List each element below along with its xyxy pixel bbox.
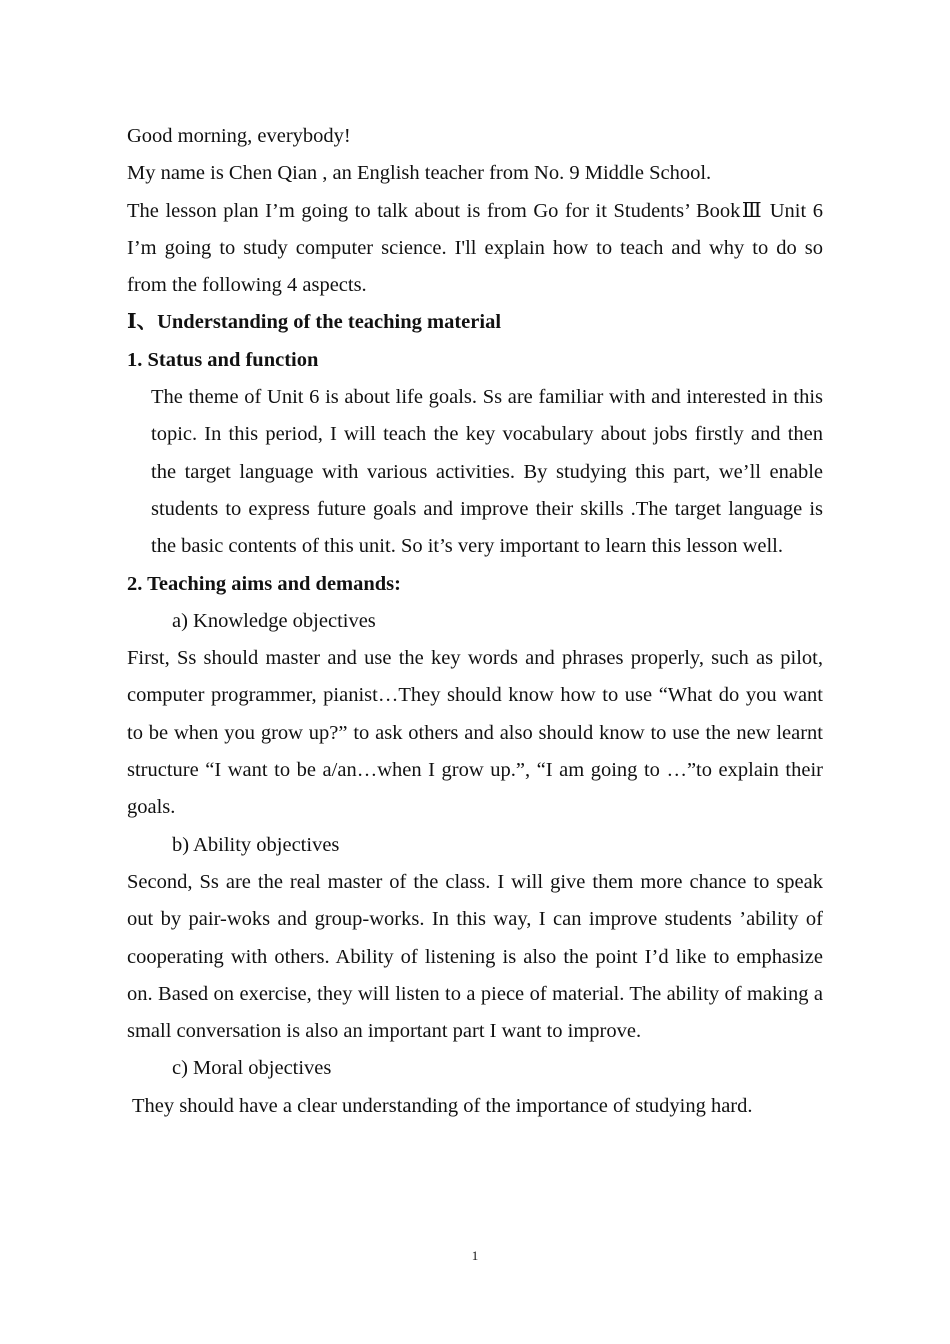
subheading-teaching-aims: 2. Teaching aims and demands: bbox=[127, 572, 401, 595]
status-function-paragraph: The theme of Unit 6 is about life goals. Ss are familiar with and interested in this topic. In this period, I will teach the key vocabulary about jobs firstly and then the target language with various activities. By studying this part, we’ll enable students to express future goals and improve their skills .The target language is the basic contents of this unit. So it’s very important to learn this lesson well. bbox=[151, 386, 823, 558]
moral-objectives-paragraph: They should have a clear understanding of the importance of studying hard. bbox=[132, 1094, 753, 1117]
section-heading-teaching-material: Ⅰ、Understanding of the teaching material bbox=[127, 311, 502, 334]
document-body bbox=[127, 118, 823, 1125]
lesson-plan-paragraph: The lesson plan I’m going to talk about is from Go for it Students’ BookⅢ Unit 6 I’m going to study computer science. I'll explain how to teach and why to do so from the following 4 aspects. bbox=[127, 199, 823, 297]
ability-objectives-paragraph: Second, Ss are the real master of the class. I will give them more chance to speak out by pair-woks and group-works. In this way, I can improve students ’ability of cooperating with others. Ability of listening is also the point I’d like to emphasize on. Based on exercise, they will listen to a piece of material. The ability of making a small conversation is also an important part I want to improve. bbox=[127, 870, 823, 1043]
page-number: 1 bbox=[471, 1248, 479, 1263]
ability-objectives-label: b) Ability objectives bbox=[172, 833, 340, 856]
introduction-paragraph: My name is Chen Qian , an English teacher from No. 9 Middle School. bbox=[127, 162, 712, 185]
greeting-paragraph: Good morning, everybody! bbox=[127, 125, 351, 147]
subheading-status-function: 1. Status and function bbox=[127, 348, 319, 371]
moral-objectives-label: c) Moral objectives bbox=[172, 1057, 332, 1080]
knowledge-objectives-paragraph: First, Ss should master and use the key words and phrases properly, such as pilot, computer programmer, pianist…They should know how to use “What do you want to be when you grow up?” to ask others and also should know to use the new learnt structure “I want to be a/an…when I grow up.”, “I am going to …”to explain their goals. bbox=[127, 647, 823, 819]
knowledge-objectives-label: a) Knowledge objectives bbox=[172, 609, 376, 632]
